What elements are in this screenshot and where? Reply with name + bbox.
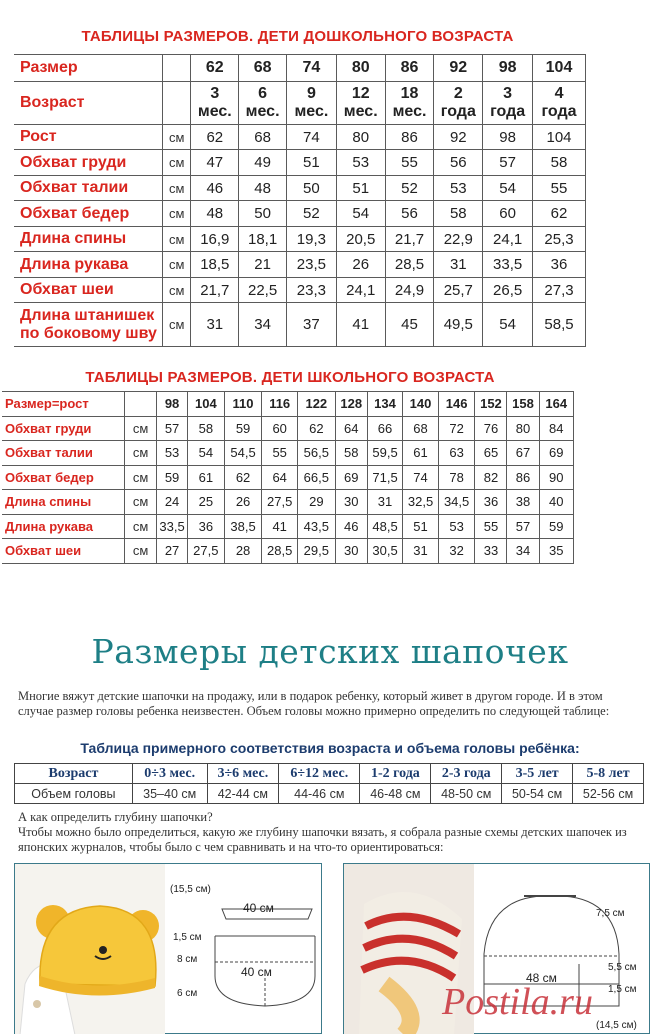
value-cell: 72 (438, 416, 475, 441)
value-cell: 24,1 (483, 227, 533, 252)
table-row (14, 252, 586, 278)
value-cell: 65 (475, 441, 507, 466)
value-cell: 26,5 (483, 278, 533, 303)
unit-cell: см (162, 227, 190, 252)
header-cell: 6÷12 мес. (279, 764, 360, 784)
table-row (14, 55, 586, 82)
value-cell: 50-54 см (502, 784, 573, 804)
row-label: Размер (14, 55, 162, 82)
age-unit: года (440, 103, 476, 120)
unit-cell (162, 55, 190, 82)
value-cell: 46 (335, 514, 367, 539)
value-cell: 55 (475, 514, 507, 539)
age-cell (191, 82, 239, 125)
size-cell: 104 (188, 392, 225, 417)
table-row (14, 201, 586, 227)
value-cell: 23,5 (286, 252, 336, 278)
d1-label-1: (15,5 см) (170, 884, 211, 895)
value-cell: 59 (539, 514, 573, 539)
row-label-line1: Длина штанишек (20, 306, 155, 324)
value-cell: 50 (286, 176, 336, 201)
age-unit: мес. (245, 103, 280, 120)
value-cell: 48 (239, 176, 287, 201)
row-label: Длина спины (2, 490, 125, 515)
value-cell: 46 (191, 176, 239, 201)
value-cell: 47 (191, 150, 239, 176)
value-cell: 62 (533, 201, 586, 227)
size-cell: 146 (438, 392, 475, 417)
value-cell: 28 (224, 539, 262, 564)
value-cell: 44-46 см (279, 784, 360, 804)
unit-cell: см (125, 539, 157, 564)
row-label: Длина рукава (2, 514, 125, 539)
value-cell: 59,5 (367, 441, 403, 466)
d2-label-2: 5,5 см (608, 962, 637, 973)
value-cell: 38,5 (224, 514, 262, 539)
value-cell: 40 (539, 490, 573, 515)
size-cell: 62 (191, 55, 239, 82)
value-cell: 67 (507, 441, 539, 466)
value-cell: 48 (191, 201, 239, 227)
value-cell: 23,3 (286, 278, 336, 303)
value-cell: 66 (367, 416, 403, 441)
age-unit: года (490, 103, 526, 120)
value-cell: 31 (434, 252, 483, 278)
value-cell: 68 (239, 125, 287, 150)
age-unit: мес. (343, 103, 378, 120)
value-cell: 84 (539, 416, 573, 441)
value-cell: 20,5 (336, 227, 385, 252)
value-cell: 41 (262, 514, 298, 539)
header-cell: 1-2 года (360, 764, 431, 784)
age-value: 4 (554, 85, 564, 102)
unit-cell: см (125, 490, 157, 515)
value-cell: 69 (539, 441, 573, 466)
value-cell: 58 (533, 150, 586, 176)
row-label: Обхват груди (14, 150, 162, 176)
value-cell: 61 (188, 465, 225, 490)
value-cell: 55 (385, 150, 434, 176)
value-cell: 35 (539, 539, 573, 564)
value-cell: 58 (335, 441, 367, 466)
value-cell: 32,5 (403, 490, 439, 515)
value-cell: 90 (539, 465, 573, 490)
d1-label-2: 40 см (243, 901, 274, 915)
value-cell: 22,9 (434, 227, 483, 252)
row-label: Размер=рост (2, 392, 125, 417)
unit-cell: см (162, 150, 190, 176)
table-row (14, 125, 586, 150)
value-cell: 54 (188, 441, 225, 466)
header-cell: 3-5 лет (502, 764, 573, 784)
value-cell: 61 (403, 441, 439, 466)
value-cell: 58 (188, 416, 225, 441)
d2-label-3: 1,5 см (608, 984, 637, 995)
value-cell: 27,5 (262, 490, 298, 515)
row-label: Обхват груди (2, 416, 125, 441)
value-cell: 55 (262, 441, 298, 466)
value-cell: 24,1 (336, 278, 385, 303)
age-value: 3 (210, 85, 220, 102)
row-label: Рост (14, 125, 162, 150)
value-cell: 31 (191, 303, 239, 347)
table-row (2, 392, 574, 417)
table-row (2, 441, 574, 466)
table-row (14, 150, 586, 176)
striped-hat-panel (343, 863, 650, 1034)
unit-cell: см (162, 125, 190, 150)
watermark: Postila.ru (442, 981, 593, 1023)
value-cell: 31 (403, 539, 439, 564)
header-cell: 2-3 года (431, 764, 502, 784)
value-cell: 25,3 (533, 227, 586, 252)
unit-cell: см (125, 416, 157, 441)
row-label: Обхват бедер (2, 465, 125, 490)
value-cell: 69 (335, 465, 367, 490)
value-cell: 31 (367, 490, 403, 515)
value-cell: 36 (188, 514, 225, 539)
value-cell: 16,9 (191, 227, 239, 252)
value-cell: 80 (507, 416, 539, 441)
value-cell: 53 (438, 514, 475, 539)
table-row (14, 278, 586, 303)
header-cell: 5-8 лет (573, 764, 644, 784)
value-cell: 66,5 (297, 465, 335, 490)
unit-cell: см (162, 278, 190, 303)
age-value: 18 (400, 85, 419, 102)
value-cell: 48-50 см (431, 784, 502, 804)
value-cell: 49,5 (434, 303, 483, 347)
value-cell: 78 (438, 465, 475, 490)
table-row (14, 176, 586, 201)
value-cell: 45 (385, 303, 434, 347)
header-cell: Возраст (15, 764, 133, 784)
value-cell: 27 (157, 539, 188, 564)
table-row (2, 416, 574, 441)
value-cell: 25 (188, 490, 225, 515)
table-row (2, 539, 574, 564)
value-cell: 54,5 (224, 441, 262, 466)
d2-label-1: 7,5 см (596, 908, 625, 919)
value-cell: 27,3 (533, 278, 586, 303)
table-row (14, 303, 586, 347)
value-cell: 58,5 (533, 303, 586, 347)
value-cell: 52 (385, 176, 434, 201)
value-cell: 86 (385, 125, 434, 150)
value-cell: 51 (403, 514, 439, 539)
row-label: Обхват талии (14, 176, 162, 201)
row-label: Длина рукава (14, 252, 162, 278)
head-size-table (14, 763, 644, 804)
size-cell: 104 (533, 55, 586, 82)
value-cell: 54 (336, 201, 385, 227)
age-cell (533, 82, 586, 125)
size-cell: 152 (475, 392, 507, 417)
size-cell: 80 (336, 55, 385, 82)
d2-label-4: (14,5 см) (596, 1020, 637, 1031)
value-cell: 32 (438, 539, 475, 564)
unit-cell: см (125, 465, 157, 490)
unit-cell: см (162, 303, 190, 347)
value-cell: 59 (224, 416, 262, 441)
size-cell: 74 (286, 55, 336, 82)
age-value: 12 (351, 85, 370, 102)
size-cell: 140 (403, 392, 439, 417)
age-cell (483, 82, 533, 125)
value-cell: 33 (475, 539, 507, 564)
value-cell: 56 (434, 150, 483, 176)
d1-label-4: 8 см (177, 954, 198, 965)
unit-cell: см (125, 514, 157, 539)
value-cell: 80 (336, 125, 385, 150)
value-cell: 56,5 (297, 441, 335, 466)
value-cell: 92 (434, 125, 483, 150)
value-cell: 54 (483, 303, 533, 347)
age-cell (336, 82, 385, 125)
unit-cell: см (162, 252, 190, 278)
value-cell: 49 (239, 150, 287, 176)
value-cell: 30,5 (367, 539, 403, 564)
value-cell: 18,1 (239, 227, 287, 252)
value-cell: 62 (191, 125, 239, 150)
value-cell: 54 (483, 176, 533, 201)
unit-cell: см (162, 201, 190, 227)
value-cell: 37 (286, 303, 336, 347)
value-cell: 36 (533, 252, 586, 278)
age-value: 9 (306, 85, 316, 102)
size-cell: 98 (483, 55, 533, 82)
value-cell: 34 (507, 539, 539, 564)
value-cell: 53 (157, 441, 188, 466)
value-cell: 98 (483, 125, 533, 150)
value-cell: 51 (286, 150, 336, 176)
row-label-line2: по боковому шву (20, 324, 157, 342)
value-cell: 53 (336, 150, 385, 176)
size-cell: 134 (367, 392, 403, 417)
age-value: 2 (453, 85, 463, 102)
value-cell: 52-56 см (573, 784, 644, 804)
table-row (15, 784, 644, 804)
size-cell: 158 (507, 392, 539, 417)
d1-label-6: 6 см (177, 988, 198, 999)
value-cell: 71,5 (367, 465, 403, 490)
value-cell: 42-44 см (207, 784, 279, 804)
value-cell: 24,9 (385, 278, 434, 303)
value-cell: 19,3 (286, 227, 336, 252)
school-table-title: ТАБЛИЦЫ РАЗМЕРОВ. ДЕТИ ШКОЛЬНОГО ВОЗРАСТА (85, 369, 495, 386)
value-cell: 41 (336, 303, 385, 347)
value-cell: 68 (403, 416, 439, 441)
value-cell: 64 (335, 416, 367, 441)
value-cell: 58 (434, 201, 483, 227)
age-unit: мес. (294, 103, 329, 120)
table-row (14, 227, 586, 252)
value-cell: 29,5 (297, 539, 335, 564)
value-cell: 22,5 (239, 278, 287, 303)
size-cell: 110 (224, 392, 262, 417)
value-cell: 18,5 (191, 252, 239, 278)
value-cell: 64 (262, 465, 298, 490)
value-cell: 57 (483, 150, 533, 176)
size-cell: 86 (385, 55, 434, 82)
unit-cell: см (125, 441, 157, 466)
size-cell: 122 (297, 392, 335, 417)
age-value: 6 (258, 85, 268, 102)
value-cell: 33,5 (483, 252, 533, 278)
value-cell: 26 (336, 252, 385, 278)
hat-depth-text (18, 810, 638, 855)
row-label: Обхват шеи (2, 539, 125, 564)
age-unit: мес. (197, 103, 232, 120)
value-cell: 28,5 (385, 252, 434, 278)
hats-intro-paragraph: Многие вяжут детские шапочки на продажу, или в подарок ребенку, который живет в другом городе. И в этом случае размер головы ребенка неизвестен. Объем головы можно примерно определить по следующей таблице: (18, 689, 610, 718)
value-cell: 53 (434, 176, 483, 201)
value-cell: 50 (239, 201, 287, 227)
value-cell: 55 (533, 176, 586, 201)
value-cell: 60 (262, 416, 298, 441)
value-cell: 86 (507, 465, 539, 490)
age-cell (434, 82, 483, 125)
table-row (15, 764, 644, 784)
value-cell: 28,5 (262, 539, 298, 564)
value-cell: 74 (286, 125, 336, 150)
value-cell: 24 (157, 490, 188, 515)
d2-label-5: 48 см (526, 971, 557, 985)
value-cell: 26 (224, 490, 262, 515)
age-value: 3 (503, 85, 513, 102)
row-label: Длина спины (14, 227, 162, 252)
bear-hat-panel (14, 863, 322, 1034)
age-cell (385, 82, 434, 125)
value-cell: 27,5 (188, 539, 225, 564)
row-label (14, 303, 162, 347)
size-cell: 116 (262, 392, 298, 417)
value-cell: 48,5 (367, 514, 403, 539)
size-cell: 68 (239, 55, 287, 82)
value-cell: Объем головы (15, 784, 133, 804)
size-cell: 128 (335, 392, 367, 417)
age-cell (286, 82, 336, 125)
value-cell: 56 (385, 201, 434, 227)
value-cell: 51 (336, 176, 385, 201)
preschool-size-table (14, 54, 586, 347)
head-size-table-title: Таблица примерного соответствия возраста и объема головы ребёнка: (80, 740, 580, 756)
value-cell: 38 (507, 490, 539, 515)
table-row (2, 490, 574, 515)
row-label: Обхват бедер (14, 201, 162, 227)
size-cell: 164 (539, 392, 573, 417)
age-unit: года (541, 103, 577, 120)
value-cell: 62 (297, 416, 335, 441)
value-cell: 34 (239, 303, 287, 347)
d1-label-5: 40 см (241, 965, 272, 979)
value-cell: 33,5 (157, 514, 188, 539)
value-cell: 63 (438, 441, 475, 466)
unit-cell (125, 392, 157, 417)
value-cell: 36 (475, 490, 507, 515)
row-label: Возраст (14, 82, 162, 125)
value-cell: 25,7 (434, 278, 483, 303)
hats-heading: Размеры детских шапочек (91, 632, 569, 671)
value-cell: 30 (335, 539, 367, 564)
value-cell: 76 (475, 416, 507, 441)
value-cell: 21,7 (385, 227, 434, 252)
unit-cell: см (162, 176, 190, 201)
value-cell: 82 (475, 465, 507, 490)
value-cell: 104 (533, 125, 586, 150)
d1-label-3: 1,5 см (173, 932, 202, 943)
size-cell: 92 (434, 55, 483, 82)
age-cell (239, 82, 287, 125)
value-cell: 57 (507, 514, 539, 539)
header-cell: 0÷3 мес. (132, 764, 207, 784)
header-cell: 3÷6 мес. (207, 764, 279, 784)
value-cell: 57 (157, 416, 188, 441)
value-cell: 21 (239, 252, 287, 278)
row-label: Обхват талии (2, 441, 125, 466)
unit-cell (162, 82, 190, 125)
value-cell: 21,7 (191, 278, 239, 303)
value-cell: 62 (224, 465, 262, 490)
table-row (2, 514, 574, 539)
preschool-table-title: ТАБЛИЦЫ РАЗМЕРОВ. ДЕТИ ДОШКОЛЬНОГО ВОЗРАСТА (81, 28, 514, 45)
value-cell: 35–40 см (132, 784, 207, 804)
value-cell: 59 (157, 465, 188, 490)
size-cell: 98 (157, 392, 188, 417)
value-cell: 52 (286, 201, 336, 227)
value-cell: 74 (403, 465, 439, 490)
bear-hat-illustration (15, 864, 323, 1034)
striped-hat-illustration (344, 864, 651, 1034)
value-cell: 29 (297, 490, 335, 515)
school-size-table (2, 391, 574, 564)
table-row (2, 465, 574, 490)
row-label: Обхват шеи (14, 278, 162, 303)
table-row (14, 82, 586, 125)
value-cell: 34,5 (438, 490, 475, 515)
value-cell: 30 (335, 490, 367, 515)
value-cell: 46-48 см (360, 784, 431, 804)
age-unit: мес. (392, 103, 427, 120)
hat-depth-question: А как определить глубину шапочки? (18, 810, 213, 824)
hat-depth-answer: Чтобы можно было определиться, какую же глубину шапочки вязать, я собрала разные схемы детских шапочек из японских журналов, чтобы было с чем сравнивать и на что-то ориентироваться: (18, 825, 627, 854)
value-cell: 60 (483, 201, 533, 227)
value-cell: 43,5 (297, 514, 335, 539)
